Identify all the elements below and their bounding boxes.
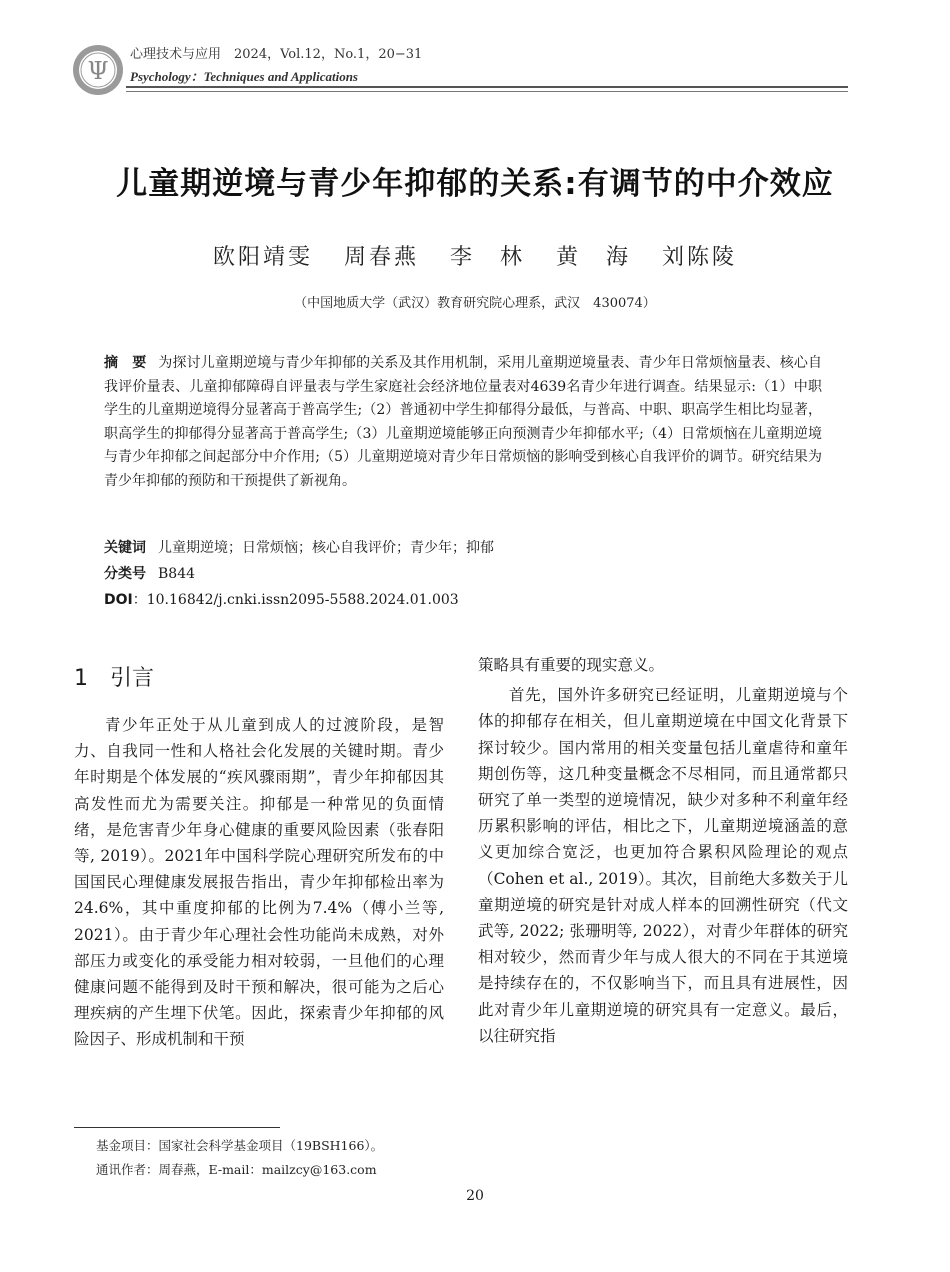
author-name: 黄 海 — [556, 245, 632, 270]
footnote-fund: 基金项目：国家社会科学基金项目（19BSH166）。 — [96, 1138, 384, 1153]
keywords: 儿童期逆境；日常烦恼；核心自我评价；青少年；抑郁 — [158, 540, 494, 556]
journal-name-en: Psychology：Techniques and Applications — [130, 69, 358, 84]
article-title: 儿童期逆境与青少年抑郁的关系:有调节的中介效应 — [116, 166, 834, 202]
classification-label: 分类号 — [104, 566, 146, 582]
classification-value: B844 — [158, 566, 196, 582]
section-number: 1 — [74, 666, 88, 691]
author-list — [0, 240, 950, 271]
journal-info: 心理技术与应用 2024，Vol.12，No.1，20−31 — [130, 47, 423, 62]
header-rule — [126, 86, 848, 88]
footnote-contact: 通讯作者：周春燕，E-mail：mailzcy@163.com — [96, 1162, 377, 1177]
keywords-label: 关键词 — [104, 540, 146, 556]
footnote-rule — [74, 1127, 280, 1128]
affiliation: （中国地质大学（武汉）教育研究院心理系，武汉 430074） — [294, 296, 656, 311]
section-heading — [74, 664, 444, 694]
doi-value: ：10.16842/j.cnki.issn2095-5588.2024.01.003 — [132, 592, 459, 608]
psychology-psi-seal-icon — [72, 44, 124, 96]
author-name: 刘陈陵 — [662, 245, 738, 270]
abstract-label: 摘 要 — [104, 355, 147, 371]
abstract — [104, 352, 822, 493]
author-name: 欧阳靖雯 — [212, 245, 313, 270]
svg-text:Ψ: Ψ — [87, 57, 109, 85]
body-column-left — [74, 652, 444, 1053]
header-rule-thin — [126, 91, 848, 92]
page-number: 20 — [466, 1188, 484, 1204]
doi-line — [104, 589, 459, 609]
abstract-text: 为探讨儿童期逆境与青少年抑郁的关系及其作用机制，采用儿童期逆境量表、青少年日常烦恼量表、核心自我评价量表、儿童抑郁障碍自评量表与学生家庭社会经济地位量表对4639名青少年进行调查。结果显示:（1）中职学生的儿童期逆境得分显著高于普高学生;（2）普通初中学生抑郁得分最低，与普高、中职、职高学生相比均显著，职高学生的抑郁得分显著高于普高学生;（3）儿童期逆境能够正向预测青少年抑郁水平;（4）日常烦恼在儿童期逆境与青少年抑郁之间起部分中介作用;（5）儿童期逆境对青少年日常烦恼的影响受到核心自我评价的调节。研究结果为青少年抑郁的预防和干预提供了新视角。 — [104, 355, 823, 489]
author-name: 周春燕 — [343, 245, 419, 270]
keywords-line — [104, 537, 494, 557]
body-paragraph: 首先，国外许多研究已经证明，儿童期逆境与个体的抑郁存在相关，但儿童期逆境在中国文化背景下探讨较少。国内常用的相关变量包括儿童虐待和童年期创伤等，这几种变量概念不尽相同，而且通常都只研究了单一类型的逆境情况，缺少对多种不利童年经历累积影响的评估，相比之下，儿童期逆境涵盖的意义更加综合宽泛，也更加符合累积风险理论的观点（Cohen et al., 2019）。其次，目前绝大多数关于儿童期逆境的研究是针对成人样本的回溯性研究（代文武等, 2022; 张珊明等, 2022），对青少年群体的研究相对较少，然而青少年与成人很大的不同在于其逆境是持续存在的，不仅影响当下，而且具有进展性，因此对青少年儿童期逆境的研究具有一定意义。最后，以往研究指 — [478, 686, 848, 1045]
body-column-right — [478, 652, 848, 1049]
body-paragraph-continued: 策略具有重要的现实意义。 — [478, 656, 665, 674]
author-name: 李 林 — [449, 245, 525, 270]
body-paragraph: 青少年正处于从儿童到成人的过渡阶段，是智力、自我同一性和人格社会化发展的关键时期。青少年时期是个体发展的“疾风骤雨期”，青少年抑郁因其高发性而尤为需要关注。抑郁是一种常见的负面情绪，是危害青少年身心健康的重要风险因素（张春阳等, 2019）。2021年中国科学院心理研究所发布的中国国民心理健康发展报告指出，青少年抑郁检出率为24.6%，其中重度抑郁的比例为7.4%（傅小兰等, 2021）。由于青少年心理社会性功能尚未成熟，对外部压力或变化的承受能力相对较弱，一旦他们的心理健康问题不能得到及时干预和解决，很可能为之后心理疾病的产生埋下伏笔。因此，探索青少年抑郁的风险因子、形成机制和干预 — [74, 716, 444, 1049]
doi-label: DOI — [104, 592, 133, 608]
section-title: 引言 — [110, 666, 155, 691]
classification-line — [104, 563, 195, 583]
